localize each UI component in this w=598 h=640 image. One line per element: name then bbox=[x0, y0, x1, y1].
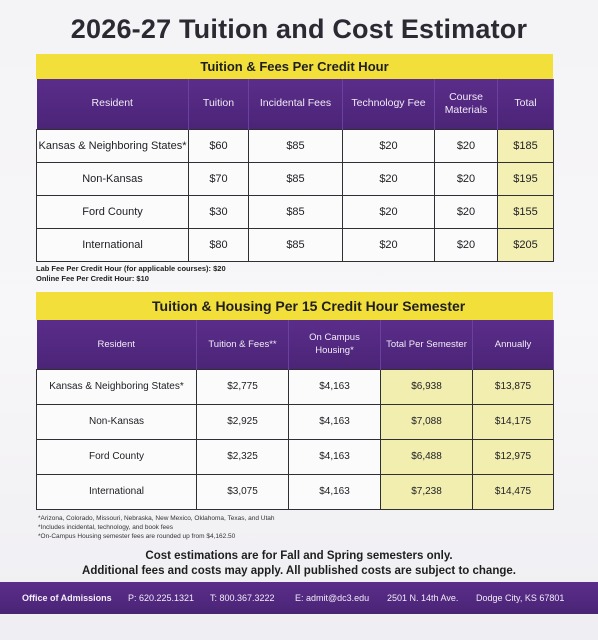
table-row bbox=[37, 439, 554, 474]
cell-materials: $20 bbox=[435, 162, 498, 195]
cell-resident: International bbox=[37, 474, 197, 509]
per-credit-hour-table bbox=[36, 79, 554, 262]
col-header-resident: Resident bbox=[37, 320, 197, 369]
cell-annual-total: $12,975 bbox=[473, 439, 554, 474]
office-label: Office of Admissions bbox=[22, 593, 112, 603]
additional-fee-notes bbox=[36, 264, 226, 284]
col-header-course-materials: Course Materials bbox=[435, 79, 498, 129]
col-header-total-per-semester: Total Per Semester bbox=[381, 320, 473, 369]
cell-incidental: $85 bbox=[249, 228, 343, 261]
col-header-tuition-fees: Tuition & Fees** bbox=[197, 320, 289, 369]
col-header-technology-fee: Technology Fee bbox=[343, 79, 435, 129]
cell-materials: $20 bbox=[435, 195, 498, 228]
col-header-housing: On Campus Housing* bbox=[289, 320, 381, 369]
cell-housing: $4,163 bbox=[289, 439, 381, 474]
footnote-fees-included: *Includes incidental, technology, and book fees bbox=[38, 524, 174, 531]
cell-housing: $4,163 bbox=[289, 369, 381, 404]
cell-tuition: $60 bbox=[189, 129, 249, 162]
cell-tuition: $80 bbox=[189, 228, 249, 261]
cell-annual-total: $13,875 bbox=[473, 369, 554, 404]
table2-heading: Tuition & Housing Per 15 Credit Hour Semester bbox=[36, 292, 553, 320]
footnote-housing-rounding: *On-Campus Housing semester fees are rounded up from $4,162.50 bbox=[38, 533, 236, 540]
cell-total: $155 bbox=[498, 195, 554, 228]
cell-tuition: $30 bbox=[189, 195, 249, 228]
cell-annual-total: $14,175 bbox=[473, 404, 554, 439]
cell-resident: International bbox=[37, 228, 189, 261]
cell-housing: $4,163 bbox=[289, 474, 381, 509]
cell-materials: $20 bbox=[435, 228, 498, 261]
disclaimer-line-2: Additional fees and costs may apply. All published costs are subject to change. bbox=[82, 565, 516, 577]
cell-technology: $20 bbox=[343, 195, 435, 228]
lab-fee-note: Lab Fee Per Credit Hour (for applicable courses): $20 bbox=[36, 264, 226, 273]
street-address: 2501 N. 14th Ave. bbox=[387, 593, 459, 603]
table-row bbox=[37, 228, 554, 261]
cell-total: $205 bbox=[498, 228, 554, 261]
table-row bbox=[37, 369, 554, 404]
per-semester-table-section bbox=[36, 292, 553, 510]
phone-number[interactable]: P: 620.225.1321 bbox=[128, 593, 195, 603]
page-title: 2026-27 Tuition and Cost Estimator bbox=[70, 14, 528, 44]
table-row bbox=[37, 195, 554, 228]
cell-total: $195 bbox=[498, 162, 554, 195]
cell-resident: Ford County bbox=[37, 439, 197, 474]
cell-incidental: $85 bbox=[249, 195, 343, 228]
cell-semester-total: $6,938 bbox=[381, 369, 473, 404]
toll-free-number[interactable]: T: 800.367.3222 bbox=[210, 593, 275, 603]
disclaimer-line-1: Cost estimations are for Fall and Spring semesters only. bbox=[145, 550, 453, 562]
col-header-incidental-fees: Incidental Fees bbox=[249, 79, 343, 129]
cell-housing: $4,163 bbox=[289, 404, 381, 439]
cell-tuition-fees: $2,925 bbox=[197, 404, 289, 439]
col-header-total: Total bbox=[498, 79, 554, 129]
cell-annual-total: $14,475 bbox=[473, 474, 554, 509]
cell-resident: Non-Kansas bbox=[37, 404, 197, 439]
cell-semester-total: $7,238 bbox=[381, 474, 473, 509]
table-row bbox=[37, 474, 554, 509]
cell-resident: Non-Kansas bbox=[37, 162, 189, 195]
cell-technology: $20 bbox=[343, 162, 435, 195]
email-link[interactable]: E: admit@dc3.edu bbox=[295, 593, 370, 603]
cell-materials: $20 bbox=[435, 129, 498, 162]
city-address: Dodge City, KS 67801 bbox=[476, 593, 565, 603]
cell-tuition: $70 bbox=[189, 162, 249, 195]
cell-technology: $20 bbox=[343, 129, 435, 162]
col-header-resident: Resident bbox=[37, 79, 189, 129]
cell-semester-total: $6,488 bbox=[381, 439, 473, 474]
table-row bbox=[37, 129, 554, 162]
table2-header-row bbox=[37, 320, 554, 369]
cell-incidental: $85 bbox=[249, 162, 343, 195]
footnote-neighboring-states: *Arizona, Colorado, Missouri, Nebraska, New Mexico, Oklahoma, Texas, and Utah bbox=[38, 515, 275, 522]
table-row bbox=[37, 404, 554, 439]
per-semester-table bbox=[36, 320, 554, 510]
cell-total: $185 bbox=[498, 129, 554, 162]
table1-header-row bbox=[37, 79, 554, 129]
cell-tuition-fees: $2,775 bbox=[197, 369, 289, 404]
table1-heading: Tuition & Fees Per Credit Hour bbox=[36, 54, 553, 79]
contact-footer bbox=[0, 582, 598, 614]
cell-technology: $20 bbox=[343, 228, 435, 261]
cell-semester-total: $7,088 bbox=[381, 404, 473, 439]
online-fee-note: Online Fee Per Credit Hour: $10 bbox=[36, 274, 149, 283]
table2-footnotes bbox=[38, 514, 275, 541]
per-credit-hour-table-section bbox=[36, 54, 553, 262]
cell-resident: Kansas & Neighboring States* bbox=[37, 369, 197, 404]
cost-disclaimer bbox=[0, 549, 598, 579]
col-header-annually: Annually bbox=[473, 320, 554, 369]
cell-resident: Kansas & Neighboring States* bbox=[37, 129, 189, 162]
cell-tuition-fees: $3,075 bbox=[197, 474, 289, 509]
cell-tuition-fees: $2,325 bbox=[197, 439, 289, 474]
cell-incidental: $85 bbox=[249, 129, 343, 162]
col-header-tuition: Tuition bbox=[189, 79, 249, 129]
cell-resident: Ford County bbox=[37, 195, 189, 228]
table-row bbox=[37, 162, 554, 195]
